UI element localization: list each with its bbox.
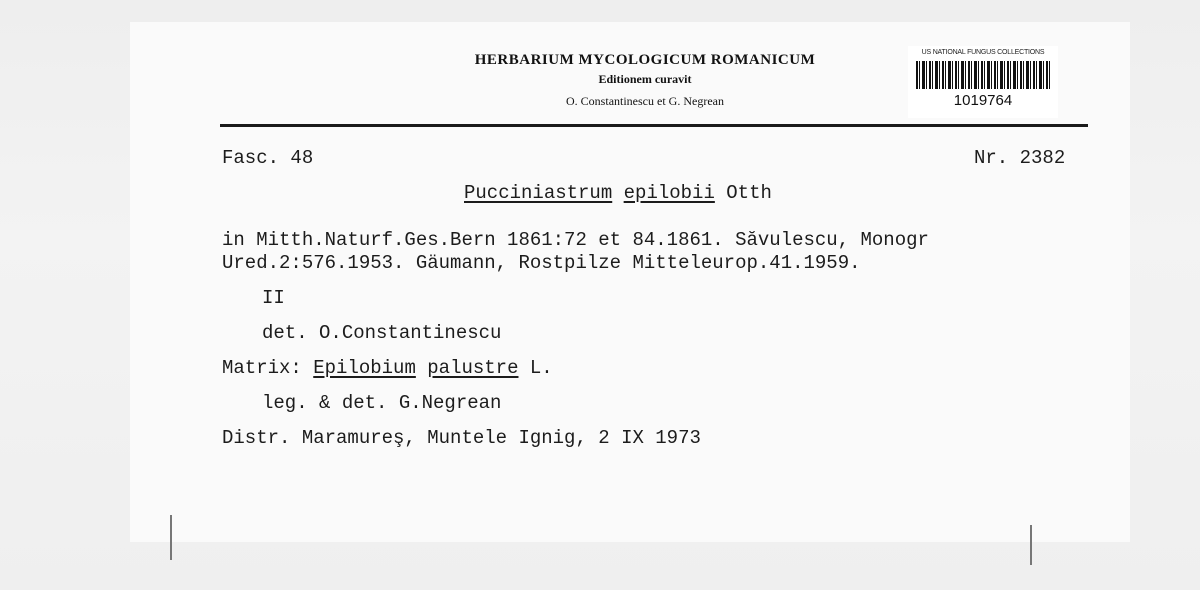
- fascicle-number: Fasc. 48: [222, 147, 314, 169]
- herbarium-title: HERBARIUM MYCOLOGICUM ROMANICUM: [474, 52, 816, 68]
- host-matrix: [222, 357, 553, 379]
- barcode-icon: [916, 61, 1050, 89]
- sheet-mark-right: [1030, 525, 1032, 565]
- host-epithet: palustre: [427, 357, 519, 379]
- species-name: [464, 182, 772, 204]
- herbarium-subtitle: Editionem curavit: [598, 72, 692, 86]
- header-divider: [220, 124, 1088, 127]
- exsiccata-number: Nr. 2382: [974, 147, 1066, 169]
- collector: leg. & det. G.Negrean: [262, 392, 502, 414]
- matrix-label: Matrix:: [222, 357, 302, 379]
- spore-stage: II: [262, 287, 285, 309]
- barcode-institution: US NATIONAL FUNGUS COLLECTIONS: [921, 49, 1045, 56]
- species-epithet: epilobii: [623, 182, 715, 204]
- sheet-mark-left: [170, 515, 172, 560]
- species-genus: Pucciniastrum: [464, 182, 613, 204]
- citation-line-1: in Mitth.Naturf.Ges.Bern 1861:72 et 84.1861. Săvulescu, Monogr: [222, 229, 929, 251]
- barcode-sticker: [908, 46, 1058, 118]
- barcode-number: 1019764: [953, 92, 1013, 109]
- host-genus: Epilobium: [313, 357, 416, 379]
- host-author: L.: [529, 357, 553, 379]
- locality: Distr. Maramureş, Muntele Ignig, 2 IX 1973: [222, 427, 701, 449]
- determiner: det. O.Constantinescu: [262, 322, 502, 344]
- citation-line-2: Ured.2:576.1953. Gäumann, Rostpilze Mitteleurop.41.1959.: [222, 252, 861, 274]
- label-header: [380, 50, 910, 114]
- herbarium-editors: O. Constantinescu et G. Negrean: [566, 94, 724, 108]
- species-author: Otth: [726, 182, 772, 204]
